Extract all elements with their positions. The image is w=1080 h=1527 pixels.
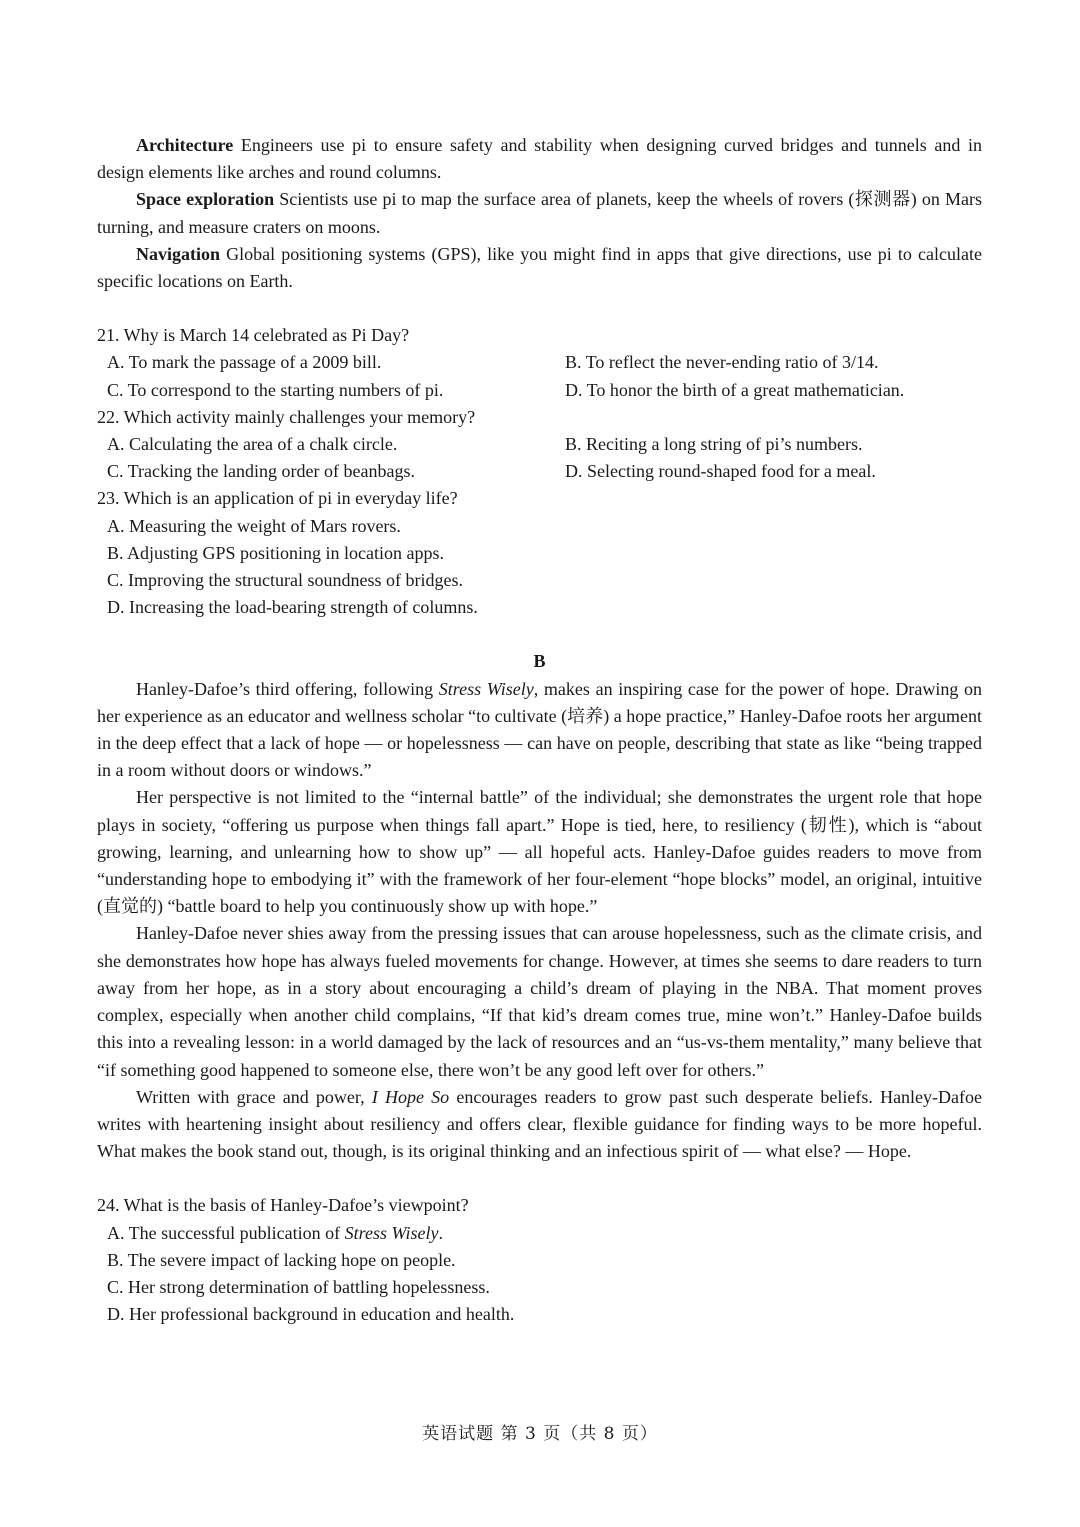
passage-a-space: Space exploration Scientists use pi to map the surface area of planets, keep the wheels of rovers (探测器) on Mars turning, and measure craters on moons.	[97, 189, 983, 237]
questions-a	[97, 322, 982, 621]
term-space-exploration: Space exploration	[136, 189, 275, 210]
passage-a-architecture: Architecture Engineers use pi to ensure safety and stability when designing curved bridges and tunnels and in design elements like arches and round columns.	[97, 135, 982, 183]
book-title-i-hope-so: I Hope So	[371, 1086, 450, 1107]
option-21-b[interactable]: B. To reflect the never-ending ratio of 3/14.	[565, 352, 879, 373]
question-21: 21. Why is March 14 celebrated as Pi Day?	[97, 325, 410, 346]
term-navigation: Navigation	[136, 243, 221, 264]
passage-b-p1: Hanley-Dafoe’s third offering, following Stress Wisely, makes an inspiring case for the power of hope. Drawing on her experience as an educator and wellness scholar “to cultivate (培养) a hope practice,” Hanley-Dafoe roots her argument in the deep effect that a lack of hope — or hopelessness — can have on people, describing that state as like “being trapped in a room without doors or windows.”	[97, 678, 982, 781]
option-22-b[interactable]: B. Reciting a long string of pi’s numbers.	[565, 434, 863, 455]
option-22-c[interactable]: C. Tracking the landing order of beanbags.	[107, 461, 415, 482]
option-21-d[interactable]: D. To honor the birth of a great mathematician.	[565, 379, 905, 400]
passage-b-p4: Written with grace and power, I Hope So encourages readers to grow past such desperate beliefs. Hanley-Dafoe writes with heartening insight about resiliency and offers clear, flexible guidance for finding ways to be more hopeful. What makes the book stand out, though, is its original thinking and an infectious spirit of — what else? — Hope.	[97, 1086, 983, 1162]
book-title-stress-wisely: Stress Wisely	[438, 678, 534, 699]
option-23-d[interactable]: D. Increasing the load-bearing strength of columns.	[107, 597, 478, 618]
passage-a-navigation: Navigation Global positioning systems (GPS), like you might find in apps that give directions, use pi to calculate specific locations on Earth.	[97, 243, 982, 292]
question-23: 23. Which is an application of pi in everyday life?	[97, 488, 458, 509]
page-footer: 英语试题 第 3 页（共 8 页）	[422, 1424, 658, 1444]
passage-b-p3: Hanley-Dafoe never shies away from the pressing issues that can arouse hopelessness, such as the climate crisis, and she demonstrates how hope has always fueled movements for change. However, at times she seems to dare readers to turn away from her hope, as in a story about encouraging a child’s dream of playing in the NBA. That moment proves complex, especially when another child complains, “If that kid’s dream comes true, mine won’t.” Hanley-Dafoe builds this into a revealing lesson: in a world damaged by the lack of resources and an “us-vs-them mentality,” many believe that “if something good happened to someone else, there won’t be any good left over for others.”	[97, 923, 982, 1080]
option-21-a[interactable]: A. To mark the passage of a 2009 bill.	[107, 352, 382, 373]
option-23-b[interactable]: B. Adjusting GPS positioning in location apps.	[107, 542, 445, 563]
option-22-d[interactable]: D. Selecting round-shaped food for a meal.	[565, 461, 876, 482]
option-24-a[interactable]: A. The successful publication of Stress Wisely.	[107, 1222, 443, 1243]
passage-b-p2: Her perspective is not limited to the “internal battle” of the individual; she demonstrates the urgent role that hope plays in society, “offering us purpose when things fall apart.” Hope is tied, here, to resiliency (韧性), which is “about growing, learning, and unlearning how to show up” — all hopeful acts. Hanley-Dafoe guides readers to move from “understanding hope to embodying it” with the framework of her four-element “hope blocks” model, an original, intuitive (直觉的) “battle board to help you continuously show up with hope.”	[97, 787, 982, 917]
option-22-a[interactable]: A. Calculating the area of a chalk circle.	[107, 434, 398, 455]
option-24-d[interactable]: D. Her professional background in education and health.	[107, 1304, 515, 1325]
option-23-c[interactable]: C. Improving the structural soundness of bridges.	[107, 570, 463, 591]
option-21-c[interactable]: C. To correspond to the starting numbers of pi.	[107, 379, 444, 400]
exam-page	[97, 132, 982, 1328]
question-24: 24. What is the basis of Hanley-Dafoe’s viewpoint?	[97, 1195, 469, 1216]
option-24-c[interactable]: C. Her strong determination of battling hopelessness.	[107, 1276, 490, 1297]
option-24-b[interactable]: B. The severe impact of lacking hope on people.	[107, 1249, 456, 1270]
option-23-a[interactable]: A. Measuring the weight of Mars rovers.	[107, 515, 401, 536]
section-b-heading: B	[533, 651, 546, 672]
term-architecture: Architecture	[136, 135, 234, 155]
question-22: 22. Which activity mainly challenges your memory?	[97, 406, 476, 427]
